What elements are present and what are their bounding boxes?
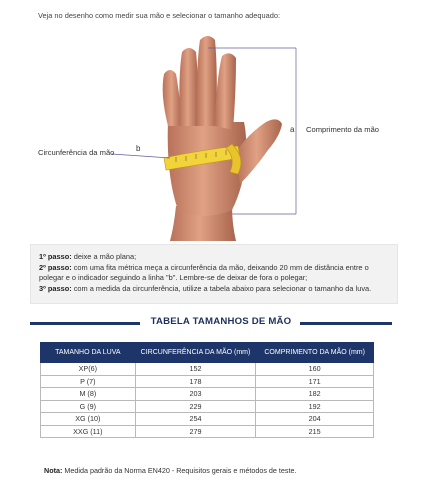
table-row [41, 363, 374, 376]
cell-circumference: 279 [135, 425, 256, 438]
label-a: a [290, 125, 295, 134]
table-row [41, 375, 374, 388]
cell-length: 204 [256, 413, 374, 426]
header-glove-size: TAMANHO DA LUVA [41, 343, 136, 363]
index-finger [215, 53, 236, 130]
step-1 [39, 252, 389, 263]
cell-circumference: 152 [135, 363, 256, 376]
table-row [41, 400, 374, 413]
intro-text: Veja no desenho como medir sua mão e selecionar o tamanho adequado: [38, 11, 280, 20]
circumference-guide-b [112, 154, 170, 158]
step-2 [39, 263, 389, 284]
cell-size: XP(6) [41, 363, 136, 376]
note-text: Medida padrão da Norma EN420 - Requisitos gerais e métodos de teste. [62, 466, 297, 475]
pinky-finger [163, 70, 182, 126]
hand-circumference-label: Circunferência da mão [38, 148, 115, 157]
step-text: deixe a mão plana; [71, 252, 137, 261]
header-hand-circumference: CIRCUNFERÊNCIA DA MÃO (mm) [135, 343, 256, 363]
cell-circumference: 229 [135, 400, 256, 413]
label-b: b [136, 144, 141, 153]
cell-length: 192 [256, 400, 374, 413]
hand-length-label: Comprimento da mão [306, 125, 380, 134]
cell-size: P (7) [41, 375, 136, 388]
step-3 [39, 284, 389, 295]
cell-circumference: 254 [135, 413, 256, 426]
cell-length: 160 [256, 363, 374, 376]
table-row [41, 388, 374, 401]
step-text: com uma fita métrica meça a circunferência da mão, deixando 20 mm de distância entre o polegar e o indicador seguindo a linha "b". Lembre-se de deixar de fora o polegar; [39, 262, 369, 283]
title-divider-right [300, 322, 392, 325]
header-hand-length: COMPRIMENTO DA MÃO (mm) [256, 343, 374, 363]
table-title-row [30, 316, 392, 330]
cell-circumference: 203 [135, 388, 256, 401]
measurement-steps [30, 244, 398, 304]
table-header-row [41, 343, 374, 363]
table-row [41, 413, 374, 426]
middle-finger [197, 36, 217, 126]
table-title: TABELA TAMANHOS DE MÃO [150, 316, 292, 327]
cell-size: G (9) [41, 400, 136, 413]
ring-finger [179, 48, 198, 126]
cell-length: 215 [256, 425, 374, 438]
size-table [40, 342, 374, 438]
step-title: 2º passo: [39, 262, 72, 272]
step-text: com a medida da circunferência, utilize a tabela abaixo para selecionar o tamanho da luva. [71, 283, 372, 293]
step-title: 3º passo: [39, 283, 72, 293]
title-divider-left [30, 322, 140, 325]
cell-circumference: 178 [135, 375, 256, 388]
cell-size: M (8) [41, 388, 136, 401]
note-title: Nota: [44, 466, 63, 475]
cell-size: XXG (11) [41, 425, 136, 438]
cell-length: 182 [256, 388, 374, 401]
standard-note [44, 466, 297, 475]
table-row [41, 425, 374, 438]
cell-size: XG (10) [41, 413, 136, 426]
cell-length: 171 [256, 375, 374, 388]
step-title: 1º passo: [39, 252, 72, 261]
